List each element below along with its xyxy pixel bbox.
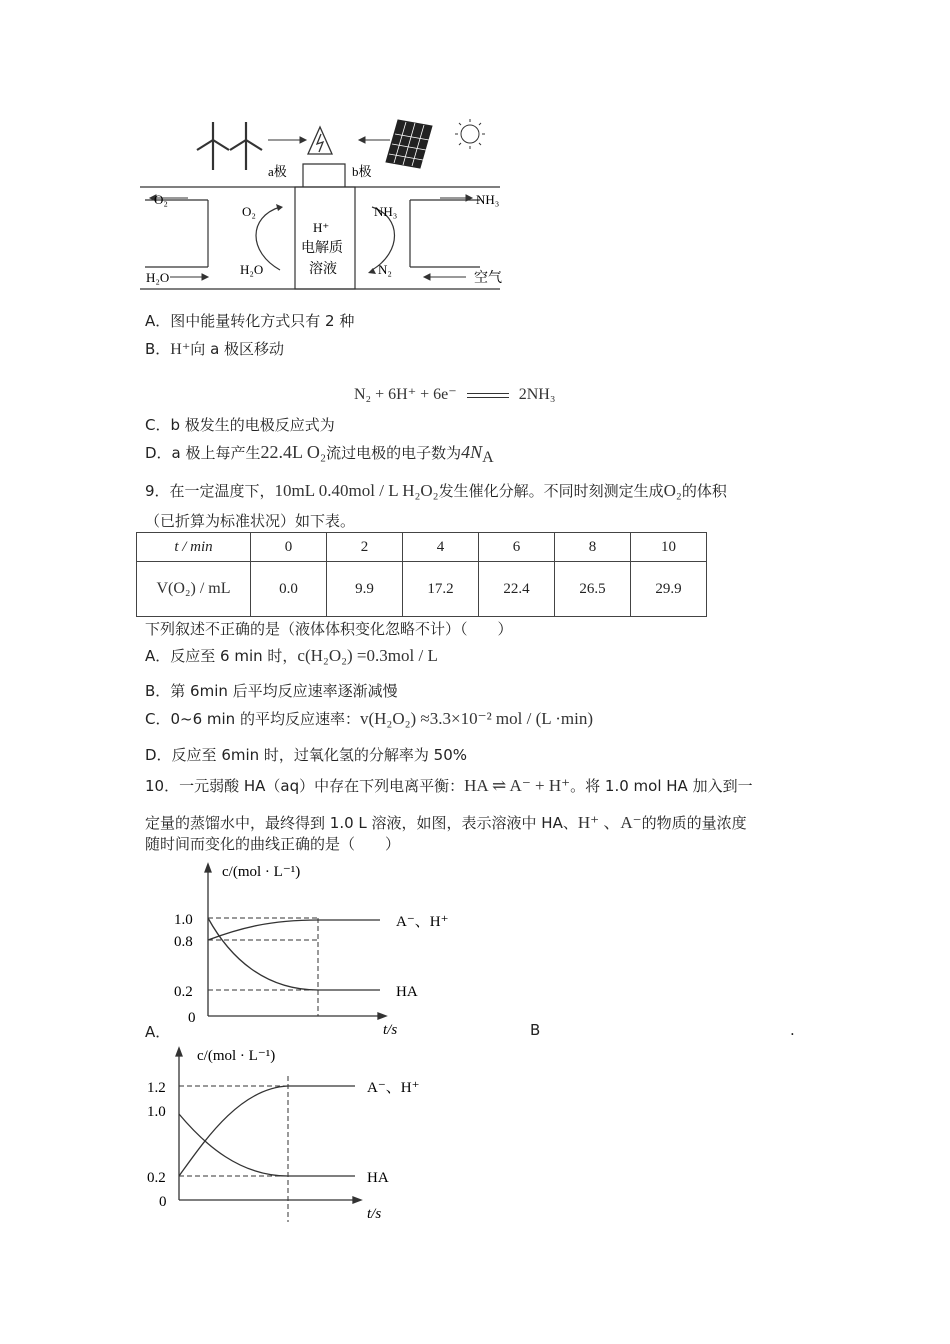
q10-line1-suffix: 。将 1.0 mol HA 加入到一 [570,777,753,795]
solar-panel-icon [386,120,432,168]
o2-inner-label: O₂ [242,204,256,219]
table-row [137,562,707,617]
graph-a-upper-label: A⁻、H⁺ [396,914,449,930]
q9-data-table [136,532,707,617]
q9-option-a-formula: c(H₂O₂) =0.3mol / L [297,646,438,665]
graph-a-lower-label: HA [396,984,418,1000]
n2-inner-label: N₂ [378,262,392,277]
table-cell: 22.4 [479,562,555,617]
b-pole-label: b极 [352,164,372,179]
air-in-label: 空气 [474,271,502,286]
table-cell: 0.0 [251,562,327,617]
q9-option-a-text: A．反应至 6 min 时， [145,647,298,665]
table-cell: 9.9 [327,562,403,617]
q9-option-b: B．第 6min 后平均反应速率逐渐减慢 [145,682,398,700]
q9-stem-prefix: 9．在一定温度下， [145,482,275,500]
electrolysis-diagram [140,112,520,297]
q10-equilibrium: HA ⇌ A⁻ + H⁺ [464,776,571,795]
table-cell: 4 [403,533,479,562]
q8-option-d [145,442,494,467]
q9-stem [145,480,727,501]
graph-a-ylabel: c/(mol · L⁻¹) [222,864,301,880]
a-pole-label: a极 [268,164,287,179]
q10-option-a-label: A． [145,1023,171,1041]
q8-option-b-prefix: B． [145,340,171,358]
graph-b-tick-3: 0.2 [147,1170,166,1186]
equals-sign [467,393,509,398]
q8-option-b-formula: H⁺ [170,341,191,358]
graph-a-tick-2: 0.8 [174,934,193,950]
power-source-icon [308,127,332,154]
table-cell: 0 [251,533,327,562]
graph-b [145,1040,445,1230]
q10-line2-prefix: 定量的蒸馏水中，最终得到 1.0 L 溶液，如图，表示溶液中 HA、 [145,814,578,832]
sun-icon [455,119,485,149]
equation-left: N₂ + 6H⁺ + 6e⁻ [354,386,457,403]
q9-stem-o2: O₂ [663,481,682,500]
graph-a-tick-4: 0 [188,1010,196,1026]
table-cell: 17.2 [403,562,479,617]
q10-line1-prefix: 10．一元弱酸 HA（aq）中存在下列电离平衡： [145,777,465,795]
h2o-in-label: H₂O [146,270,170,285]
graph-b-ylabel: c/(mol · L⁻¹) [197,1048,276,1064]
o2-out-label: O₂ [154,192,168,207]
h-plus-label: H⁺ [313,220,330,235]
equation-right: 2NH₃ [518,386,556,403]
nh3-out-label: NH₃ [476,192,500,207]
q10-line2 [145,808,747,833]
graph-b-tick-4: 0 [159,1194,167,1210]
q8-option-d-formula: 22.4L O₂ [260,442,327,462]
q8-option-b-text: 向 a 极区移动 [190,340,285,358]
q9-option-c-formula: v(H₂O₂) ≈3.3×10⁻² mol / (L ·min) [359,709,594,728]
graph-a-tick-1: 1.0 [174,912,193,928]
q8-equation [354,384,555,404]
graph-a-tick-3: 0.2 [174,984,193,1000]
q9-option-c [145,708,593,729]
nh3-inner-label: NH₃ [374,204,398,219]
q10-line3: 随时间而变化的曲线正确的是（ ） [145,835,401,853]
table-cell: 29.9 [631,562,707,617]
table-row-label: V(O₂) / mL [137,562,251,617]
q10-option-b-dot: . [790,1021,795,1039]
table-cell: 8 [555,533,631,562]
q9-option-c-text: C．0~6 min 的平均反应速率： [145,710,360,728]
electrolyte-label: 电解质 [301,241,343,256]
wind-turbine-icon [197,122,262,170]
table-row [137,533,707,562]
graph-b-upper-label: A⁻、H⁺ [367,1080,420,1096]
table-cell: 2 [327,533,403,562]
graph-b-xlabel: t/s [367,1206,382,1222]
graph-a [170,858,449,1038]
q9-stem-end: 的体积 [681,482,727,500]
table-cell: 6 [479,533,555,562]
graph-a-xlabel: t/s [383,1022,398,1038]
q8-option-a: A．图中能量转化方式只有 2 种 [145,312,355,330]
graph-b-tick-1: 1.2 [147,1080,166,1096]
q8-option-d-mid: 流过电极的电子数为 [326,444,462,462]
graph-b-tick-2: 1.0 [147,1104,166,1120]
q10-option-b-label: B [530,1021,541,1039]
q8-option-d-value: 4N [461,442,483,462]
q9-stem-line2: （已折算为标准状况）如下表。 [145,512,356,530]
q9-option-d: D．反应至 6min 时，过氧化氢的分解率为 50% [145,746,468,764]
q10-line2-suffix: 的物质的量浓度 [641,814,747,832]
q10-ions: H⁺ 、A⁻ [577,813,642,832]
q9-stem-mid: 发生催化分解。不同时刻测定生成 [438,482,664,500]
h2o-inner-label: H₂O [240,262,264,277]
q8-option-d-prefix: D．a 极上每产生 [145,444,261,462]
q9-stem-formula: 10mL 0.40mol / L H₂O₂ [274,481,439,500]
table-cell: 26.5 [555,562,631,617]
q10-line1 [145,775,753,796]
graph-b-lower-label: HA [367,1170,389,1186]
q8-option-c: C．b 极发生的电极反应式为 [145,416,335,434]
q9-option-a [145,645,438,666]
q8-option-b [145,338,284,359]
table-header-label: t / min [137,533,251,562]
table-cell: 10 [631,533,707,562]
q9-question: 下列叙述不正确的是（液体体积变化忽略不计）（ ） [145,620,513,638]
q8-option-d-sub: A [482,449,494,466]
solution-label: 溶液 [309,262,337,277]
